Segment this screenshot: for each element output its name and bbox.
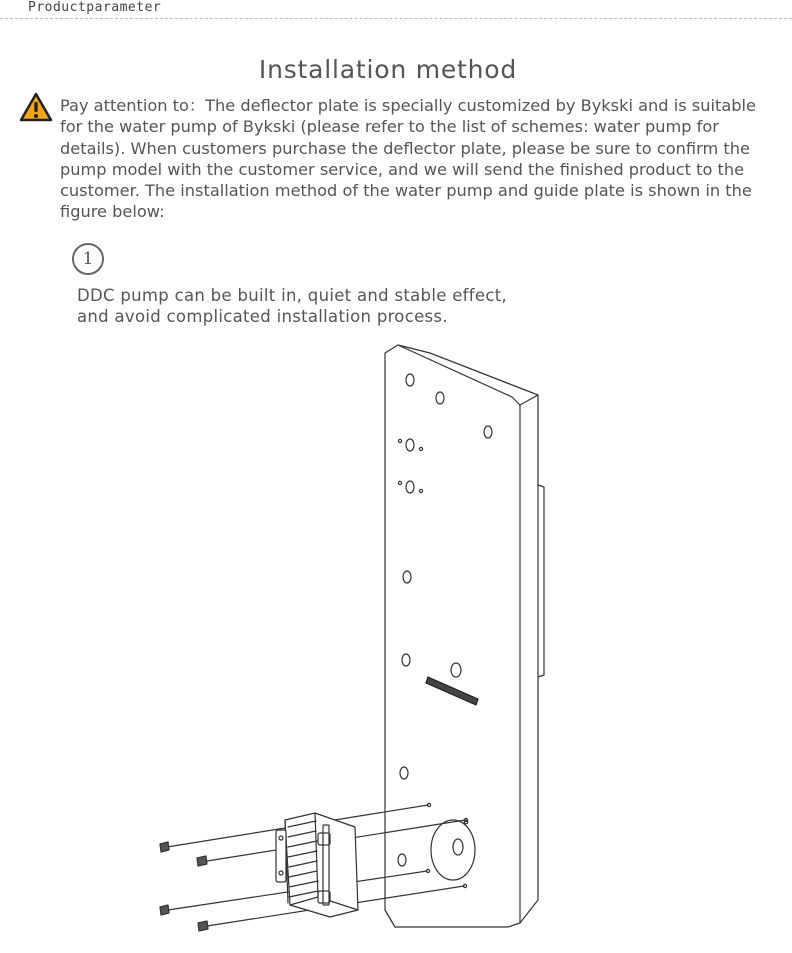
step-description-line-1: DDC pump can be built in, quiet and stable effect, <box>77 286 508 305</box>
header-bar <box>0 0 792 19</box>
notice-text: Pay attention to：The deflector plate is specially customized by Bykski and is suitable for the water pump of Bykski (please refer to the list of schemes: water pump for details). When customers purchase the deflector plate, please be sure to confirm the pump model with the customer service, and we will send the finished product to the customer. The installation method of the water pump and guide plate is shown in the figure below: <box>60 96 756 222</box>
warning-icon <box>19 92 53 122</box>
step-description-line-2: and avoid complicated installation process. <box>77 307 448 326</box>
step-number-badge: 1 <box>72 243 104 275</box>
ddc-pump <box>276 813 358 917</box>
screws <box>160 842 208 931</box>
deflector-plate <box>385 345 544 927</box>
step-description <box>77 285 577 327</box>
installation-diagram <box>140 335 550 945</box>
header-label: Productparameter <box>28 0 162 15</box>
page-title: Installation method <box>258 55 518 84</box>
